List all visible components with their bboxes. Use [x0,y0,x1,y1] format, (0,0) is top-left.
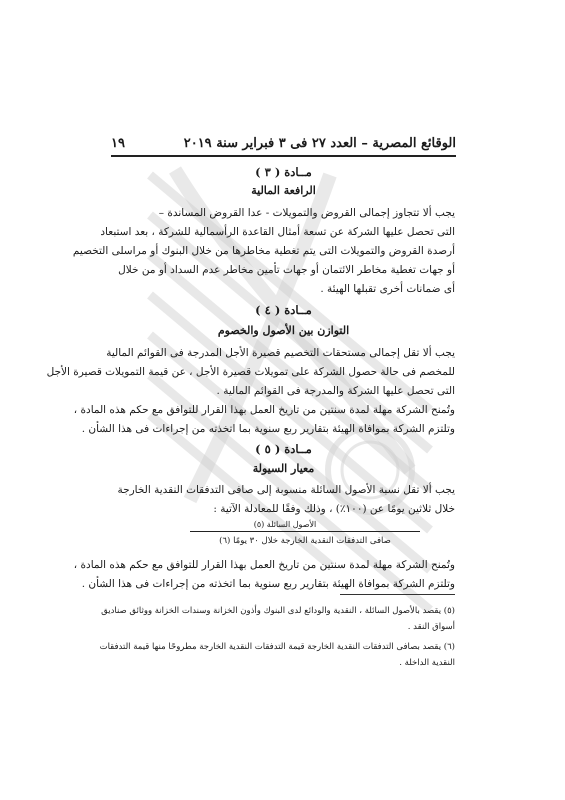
article-5-line: يجب ألا تقل نسبة الأصول السائلة منسوبة إلى صافى التدفقات النقدية الخارجة [117,484,455,496]
article-3-line: أى ضمانات أخرى تقبلها الهيئة . [320,283,455,295]
article-4-heading: مــادة ( ٤ ) [255,303,312,317]
header-title: الوقائع المصرية – العدد ٢٧ فى ٣ فبراير سنة ٢٠١٩ [183,135,456,151]
article-3-heading: مــادة ( ٣ ) [255,165,312,179]
footnote-line: النقدية الداخلة . [399,658,455,668]
article-4-subheading: التوازن بين الأصول والخصوم [217,324,350,337]
header-rule [111,155,456,157]
footnote-line: (٥) يقصد بالأصول السائلة ، النقدية والودائع لدى البنوك وأذون الخزانة وسندات الخزانة ووثائق صناديق [101,606,455,616]
article-3-line: التى تحصل عليها الشركة عن تسعة أمثال القاعدة الرأسمالية للشركة ، بعد استبعاد [100,226,455,238]
article-5-line: خلال ثلاثين يومًا عن (١٠٠٪) ، وذلك وفقًا للمعادلة الآتية : [213,503,455,515]
article-5-subheading: معيار السيولة [252,462,315,475]
formula-fraction-bar [190,531,420,532]
article-4-line: للمخصم فى حالة حصول الشركة على تمويلات قصيرة الأجل ، عن قيمة التمويلات قصيرة الأجل [46,366,455,378]
article-5-line: وتُمنح الشركة مهلة لمدة سنتين من تاريخ العمل بهذا القرار للتوافق مع حكم هذه المادة ، [73,559,455,571]
article-5-heading: مــادة ( ٥ ) [255,442,312,456]
article-3-line: أرصدة القروض والتمويلات التى يتم تغطية مخاطرها من خلال البنوك أو مراسلى التخصيم [72,245,455,257]
footnote-rule [340,594,455,595]
article-4-line: وتُمنح الشركة مهلة لمدة سنتين من تاريخ العمل بهذا القرار للتوافق مع حكم هذه المادة ، [73,404,455,416]
footnote-line: أسواق النقد . [407,622,455,632]
article-4-line: وتلتزم الشركة بموافاة الهيئة بتقارير ربع سنوية بما اتخذته من إجراءات فى هذا الشأن . [81,423,455,435]
page-number: ١٩ [111,135,125,151]
article-3-line: يجب ألا تتجاوز إجمالى القروض والتمويلات - عدا القروض المساندة – [158,207,455,219]
article-5-line: وتلتزم الشركة بموافاة الهيئة بتقارير ربع سنوية بما اتخذته من إجراءات فى هذا الشأن . [81,578,455,590]
article-3-line: أو جهات تغطية مخاطر الائتمان أو جهات تأمين مخاطر عدم السداد أو من خلال [118,264,455,276]
article-3-subheading: الرافعة المالية [251,184,316,197]
page-header [111,133,456,153]
footnote-line: (٦) يقصد بصافى التدفقات النقدية الخارجة قيمة التدفقات النقدية الخارجة مطروحًا منها قيمة التدفقات [99,642,455,652]
article-4-line: يجب ألا تقل إجمالى مستحقات التخصيم قصيرة الأجل المدرجة فى القوائم المالية [106,347,455,359]
article-4-line: التى تحصل عليها الشركة والمدرجة فى القوائم المالية . [216,385,455,397]
formula-denominator: صافى التدفقات النقدية الخارجة خلال ٣٠ يومًا (٦) [219,536,391,546]
formula-numerator: الأصول السائلة (٥) [253,520,317,529]
